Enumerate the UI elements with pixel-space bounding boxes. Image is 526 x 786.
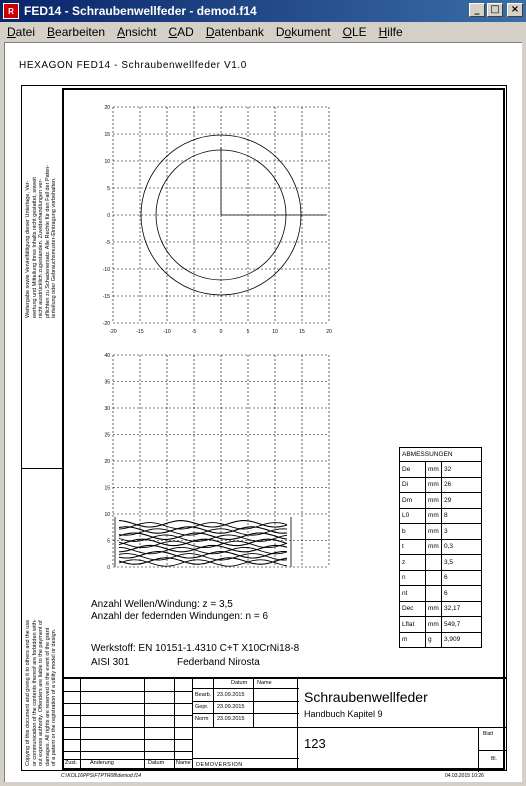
rev-col-name: Name xyxy=(176,760,191,766)
minimize-button[interactable]: _ xyxy=(469,3,485,17)
dimension-val: 3,909 xyxy=(442,632,482,648)
dimension-unit: mm xyxy=(426,493,442,509)
rev-col-zust: Zust. xyxy=(65,760,78,766)
dimension-unit: mm xyxy=(426,477,442,493)
menu-ansicht[interactable]: Ansicht xyxy=(117,25,157,39)
dimension-unit: mm xyxy=(426,601,442,617)
dimensions-table xyxy=(399,447,482,648)
y-tick-label: -10 xyxy=(102,267,110,273)
window-title: FED14 - Schraubenwellfeder - demod.f14 xyxy=(24,4,257,18)
x-tick-label: 20 xyxy=(326,329,332,335)
x-tick-label: 5 xyxy=(246,329,250,335)
menu-datenbank[interactable]: Datenbank xyxy=(205,25,264,39)
number-cell xyxy=(298,727,506,771)
side-view-plot xyxy=(91,353,331,583)
y-tick-label: 10 xyxy=(104,512,110,518)
dimension-sym: Dec xyxy=(400,601,426,617)
dimension-unit: mm xyxy=(426,524,442,540)
dimension-val: 549,7 xyxy=(442,617,482,633)
title-block xyxy=(64,677,506,769)
dimensions-header: ABMESSUNGEN xyxy=(400,448,482,462)
material-standard: AISI 301 xyxy=(91,657,130,668)
sign-col-datum: Datum xyxy=(231,680,248,686)
rev-col-datum: Datum xyxy=(148,760,165,766)
dimension-row xyxy=(400,462,482,478)
spring-coils xyxy=(115,517,291,567)
sign-col-name: Name xyxy=(257,680,272,686)
file-path: C:\KOL16PPS\FTPTR08\demod.f14 xyxy=(61,773,142,779)
dimension-val: 8 xyxy=(442,508,482,524)
dimension-row xyxy=(400,477,482,493)
dimension-row xyxy=(400,586,482,602)
menu-cad[interactable]: CAD xyxy=(168,25,194,39)
x-tick-label: -15 xyxy=(136,329,144,335)
y-tick-label: -15 xyxy=(102,294,110,300)
date-gepr: 23.09.2015 xyxy=(217,704,245,710)
dimension-row xyxy=(400,617,482,633)
dimension-row xyxy=(400,601,482,617)
menu-bearbeiten[interactable]: Bearbeiten xyxy=(47,25,106,39)
dimension-row xyxy=(400,493,482,509)
sign-row-norm: Norm xyxy=(195,716,209,722)
dimension-sym: De xyxy=(400,462,426,478)
y-tick-label: 0 xyxy=(107,565,110,571)
x-tick-label: 15 xyxy=(299,329,305,335)
dimension-row xyxy=(400,508,482,524)
dimension-row xyxy=(400,555,482,571)
dimension-unit: mm xyxy=(426,539,442,555)
dimension-sym: nt xyxy=(400,586,426,602)
dimension-sym: b xyxy=(400,524,426,540)
date-norm: 23.09.2015 xyxy=(217,716,245,722)
dimension-sym: Lflat xyxy=(400,617,426,633)
sheet-label: Blatt xyxy=(483,731,494,737)
material-line-2 xyxy=(91,657,260,668)
sign-row-gepr: Gepr. xyxy=(195,704,209,710)
y-tick-label: 25 xyxy=(104,432,110,439)
y-tick-label: -20 xyxy=(102,321,110,327)
title-cell xyxy=(298,679,506,727)
dimension-sym: n xyxy=(400,570,426,586)
dimension-row xyxy=(400,524,482,540)
y-tick-label: 15 xyxy=(104,485,110,492)
y-tick-label: 15 xyxy=(104,132,110,138)
revision-block xyxy=(64,679,192,771)
x-tick-label: -10 xyxy=(163,329,171,335)
dimension-unit xyxy=(426,586,442,602)
dimension-val: 6 xyxy=(442,570,482,586)
y-tick-label: 40 xyxy=(104,353,110,359)
timestamp: 04.03.2015 10:26 xyxy=(445,773,484,779)
date-bearb: 23.09.2015 xyxy=(217,692,245,698)
dimension-sym: Di xyxy=(400,477,426,493)
title-bar[interactable] xyxy=(0,0,526,22)
close-button[interactable]: × xyxy=(507,3,523,17)
dimension-val: 26 xyxy=(442,477,482,493)
rev-col-aenderung: Änderung xyxy=(90,760,114,766)
dimension-unit xyxy=(426,555,442,571)
drawing-subtitle: Handbuch Kapitel 9 xyxy=(304,709,383,719)
x-tick-label: -20 xyxy=(109,329,117,335)
dimension-unit: mm xyxy=(426,617,442,633)
copyright-note-en: Copying of this document and giving it to others and the use or communication of the contents thereof are forbidden with- out express authority. Offenders are liable to the payment of damages. All rights are reserved in the event of the grant of a patent or the registration of a utility model or design. xyxy=(25,619,57,766)
drawing-canvas[interactable] xyxy=(4,42,522,782)
version-block xyxy=(192,727,298,771)
top-view-plot xyxy=(91,105,331,345)
signature-block xyxy=(192,679,298,727)
x-tick-label: 0 xyxy=(219,329,223,335)
menu-datei[interactable]: Datei xyxy=(7,25,36,39)
dimension-sym: m xyxy=(400,632,426,648)
y-tick-label: 30 xyxy=(104,406,110,412)
menu-dokument[interactable]: Dokument xyxy=(275,25,331,39)
dimension-val: 32,17 xyxy=(442,601,482,617)
dimension-val: 32 xyxy=(442,462,482,478)
dimension-sym: z xyxy=(400,555,426,571)
y-tick-label: 20 xyxy=(104,105,110,111)
dimension-sym: Dm xyxy=(400,493,426,509)
dimension-unit: mm xyxy=(426,462,442,478)
y-tick-label: 35 xyxy=(104,379,110,386)
dimension-val: 0,3 xyxy=(442,539,482,555)
x-tick-label: -5 xyxy=(191,329,197,335)
sign-row-bearb: Bearb. xyxy=(195,692,212,698)
border-divider xyxy=(22,468,62,469)
y-tick-label: 20 xyxy=(104,459,110,465)
material-line: Werkstoff: EN 10151-1.4310 C+T X10CrNi18-8 xyxy=(91,643,300,654)
y-tick-label: 0 xyxy=(107,213,110,219)
y-tick-label: -5 xyxy=(105,240,110,246)
menu-hilfe[interactable]: Hilfe xyxy=(378,25,403,39)
material-type: Federband Nirosta xyxy=(177,657,260,668)
x-tick-label: 10 xyxy=(272,329,278,335)
menu-ole[interactable]: OLE xyxy=(342,25,367,39)
dimension-unit: mm xyxy=(426,508,442,524)
dimension-val: 3,5 xyxy=(442,555,482,571)
dimension-unit xyxy=(426,570,442,586)
y-tick-label: 5 xyxy=(107,538,110,545)
drawing-title: Schraubenwellfeder xyxy=(304,689,428,705)
param-waves: Anzahl Wellen/Windung: z = 3,5 xyxy=(91,599,233,610)
dimension-row xyxy=(400,570,482,586)
copyright-note-de: Weitergabe sowie Vervielfältigung dieser Unterlage, Ver- wertung und Mitteilung ihres Inhalts nicht gestattet, soweit nicht ausdrücklich zugestanden. Zuwiderhandlungen ver- pflichten zu Schadenersatz. Alle Rechte für den Fall der Paten- terteilung oder Gebrauchsmuster-Eintragung vorbehalten. xyxy=(25,164,57,318)
param-coils: Anzahl der federnden Windungen: n = 6 xyxy=(91,611,269,622)
sheet-value: Bl. xyxy=(491,756,497,762)
dimension-val: 29 xyxy=(442,493,482,509)
dimension-val: 3 xyxy=(442,524,482,540)
dimension-sym: L0 xyxy=(400,508,426,524)
dimension-sym: t xyxy=(400,539,426,555)
dimension-unit: g xyxy=(426,632,442,648)
dimension-val: 6 xyxy=(442,586,482,602)
drawing-number: 123 xyxy=(304,736,326,751)
sheet-box xyxy=(478,728,506,772)
y-tick-label: 10 xyxy=(104,159,110,165)
y-tick-label: 5 xyxy=(107,186,110,192)
demo-version-label: DEMOVERSION xyxy=(196,762,243,768)
dimension-row xyxy=(400,632,482,648)
program-header: HEXAGON FED14 - Schraubenwellfeder V1.0 xyxy=(19,60,247,71)
dimension-row xyxy=(400,539,482,555)
menu-bar xyxy=(0,22,526,42)
maximize-button[interactable]: □ xyxy=(487,3,503,17)
app-icon[interactable]: R xyxy=(3,3,19,19)
